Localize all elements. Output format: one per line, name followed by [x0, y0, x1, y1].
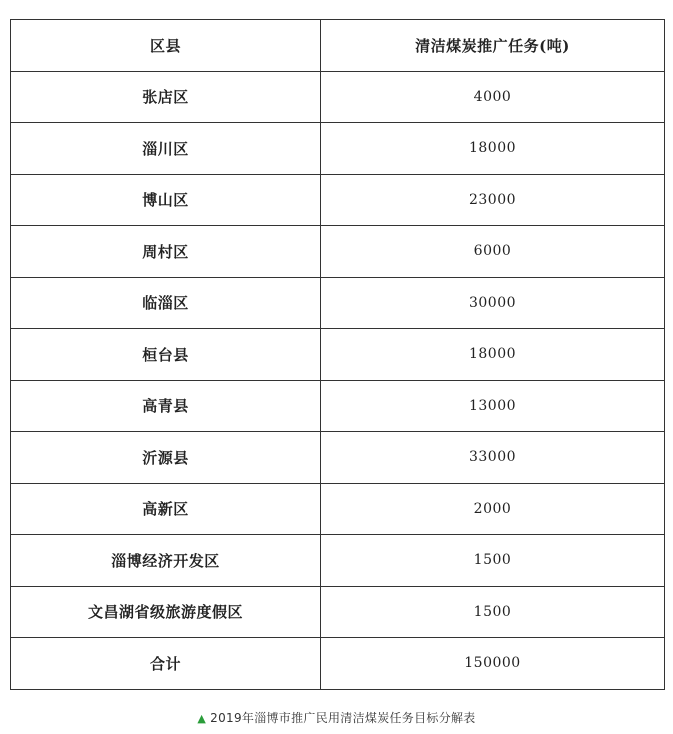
row-value: 1500	[321, 586, 665, 638]
row-value: 30000	[321, 277, 665, 329]
row-district: 淄川区	[11, 123, 321, 175]
table-row	[11, 71, 665, 123]
table-row	[11, 586, 665, 638]
table-row	[11, 123, 665, 175]
row-district: 周村区	[11, 226, 321, 278]
total-value: 150000	[321, 638, 665, 690]
triangle-up-icon: ▲	[197, 712, 207, 725]
total-label: 合计	[11, 638, 321, 690]
table-row	[11, 277, 665, 329]
row-district: 高新区	[11, 483, 321, 535]
table-row	[11, 432, 665, 484]
table-row	[11, 329, 665, 381]
row-district: 临淄区	[11, 277, 321, 329]
row-district: 高青县	[11, 380, 321, 432]
row-value: 18000	[321, 123, 665, 175]
row-district: 文昌湖省级旅游度假区	[11, 586, 321, 638]
header-task: 清洁煤炭推广任务(吨)	[321, 20, 665, 72]
row-value: 1500	[321, 535, 665, 587]
table-header-row	[11, 20, 665, 72]
row-value: 6000	[321, 226, 665, 278]
task-table-container	[10, 19, 664, 690]
table-row	[11, 483, 665, 535]
table-row	[11, 174, 665, 226]
table-total-row	[11, 638, 665, 690]
row-district: 沂源县	[11, 432, 321, 484]
row-value: 4000	[321, 71, 665, 123]
clean-coal-task-table	[10, 19, 665, 690]
caption-text: 2019年淄博市推广民用清洁煤炭任务目标分解表	[210, 711, 476, 725]
row-district: 博山区	[11, 174, 321, 226]
row-district: 桓台县	[11, 329, 321, 381]
row-value: 18000	[321, 329, 665, 381]
row-value: 23000	[321, 174, 665, 226]
table-row	[11, 226, 665, 278]
row-value: 13000	[321, 380, 665, 432]
header-district: 区县	[11, 20, 321, 72]
row-value: 2000	[321, 483, 665, 535]
row-district: 张店区	[11, 71, 321, 123]
row-value: 33000	[321, 432, 665, 484]
row-district: 淄博经济开发区	[11, 535, 321, 587]
table-caption	[0, 709, 673, 726]
table-row	[11, 380, 665, 432]
table-row	[11, 535, 665, 587]
